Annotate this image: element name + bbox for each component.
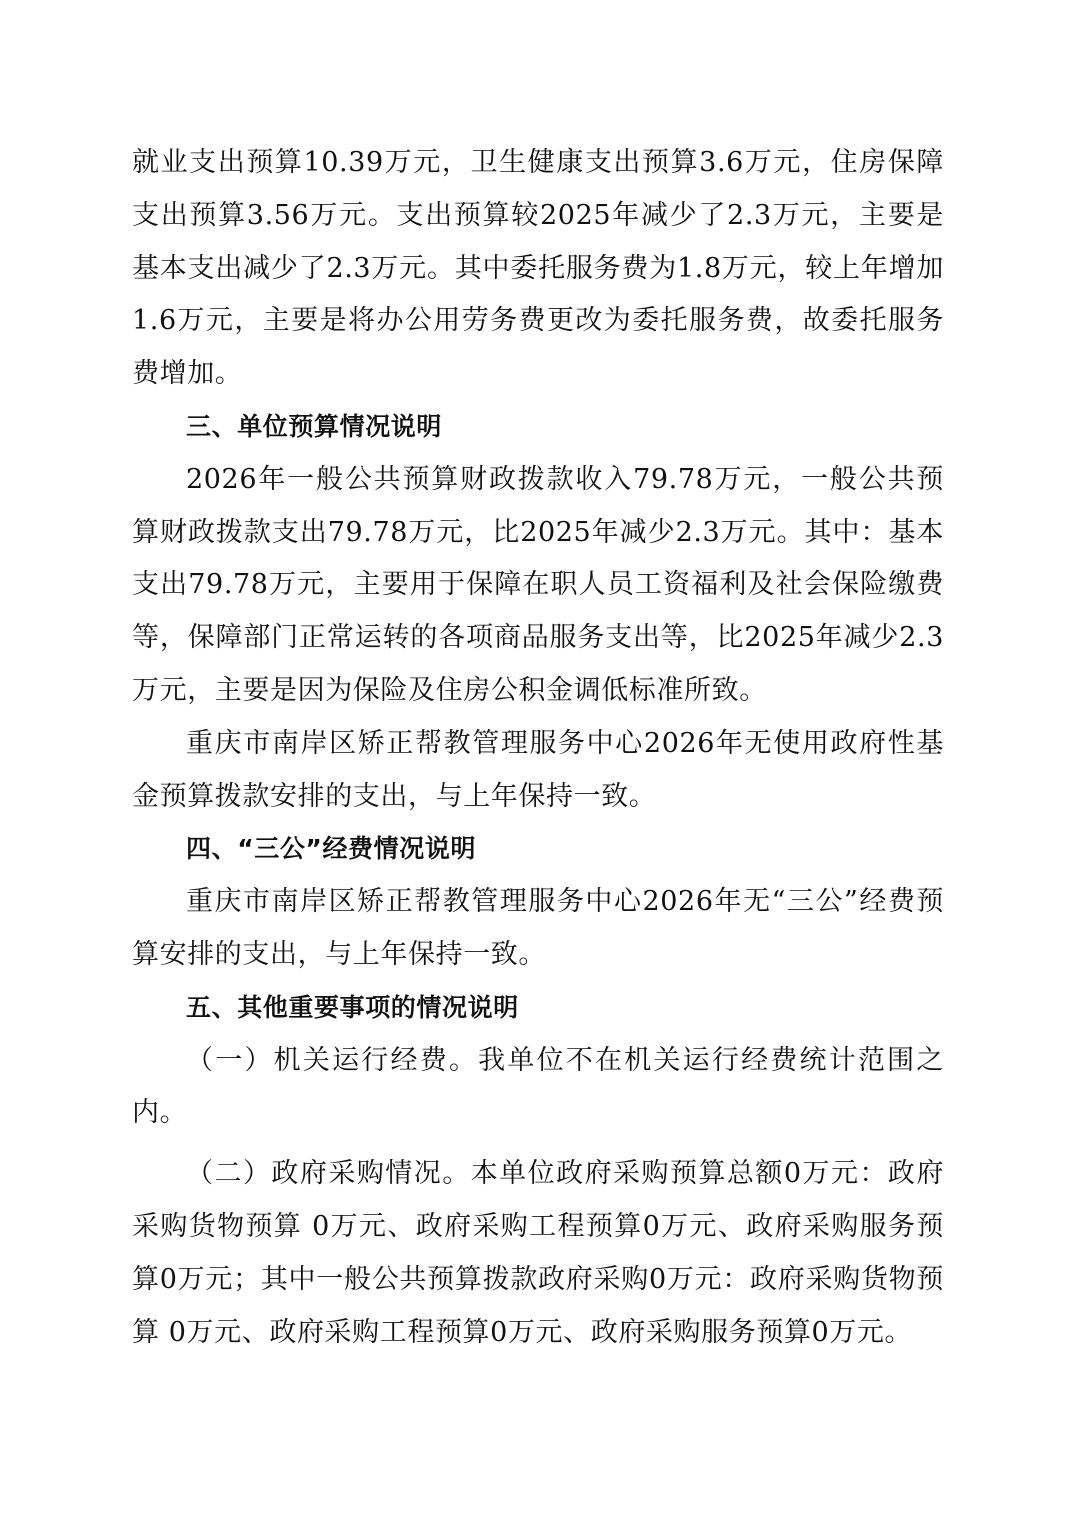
heading-other-matters: 五、其他重要事项的情况说明	[186, 992, 519, 1022]
paragraph-employment-expenditure: 就业支出预算10.39万元，卫生健康支出预算3.6万元，住房保障支出预算3.56万元。支出预算较2025年减少了2.3万元，主要是基本支出减少了2.3万元。其中委托服务费为1.8万元，较上年增加1.6万元，主要是将办公用劳务费更改为委托服务费，故委托服务费增加。	[132, 147, 944, 390]
heading-unit-budget: 三、单位预算情况说明	[186, 411, 443, 441]
paragraph-government-fund-budget: 重庆市南岸区矫正帮教管理服务中心2026年无使用政府性基金预算拨款安排的支出，与上年保持一致。	[132, 727, 944, 812]
paragraph-government-procurement: （二）政府采购情况。本单位政府采购预算总额0万元：政府采购货物预算 0万元、政府采购工程预算0万元、政府采购服务预算0万元；其中一般公共预算拨款政府采购0万元：政府采购货物预算 0万元、政府采购工程预算0万元、政府采购服务预算0万元。	[132, 1158, 944, 1348]
paragraph-operating-expenses: （一）机关运行经费。我单位不在机关运行经费统计范围之内。	[132, 1044, 944, 1129]
paragraph-three-public-expenses: 重庆市南岸区矫正帮教管理服务中心2026年无“三公”经费预算安排的支出，与上年保持一致。	[132, 886, 944, 970]
heading-three-public-expenses: 四、“三公”经费情况说明	[186, 834, 477, 864]
paragraph-general-public-budget: 2026年一般公共预算财政拨款收入79.78万元，一般公共预算财政拨款支出79.78万元，比2025年减少2.3万元。其中：基本支出79.78万元，主要用于保障在职人员工资福利及社会保险缴费等，保障部门正常运转的各项商品服务支出等，比2025年减少2.3万元，主要是因为保险及住房公积金调低标准所致。	[132, 463, 944, 706]
